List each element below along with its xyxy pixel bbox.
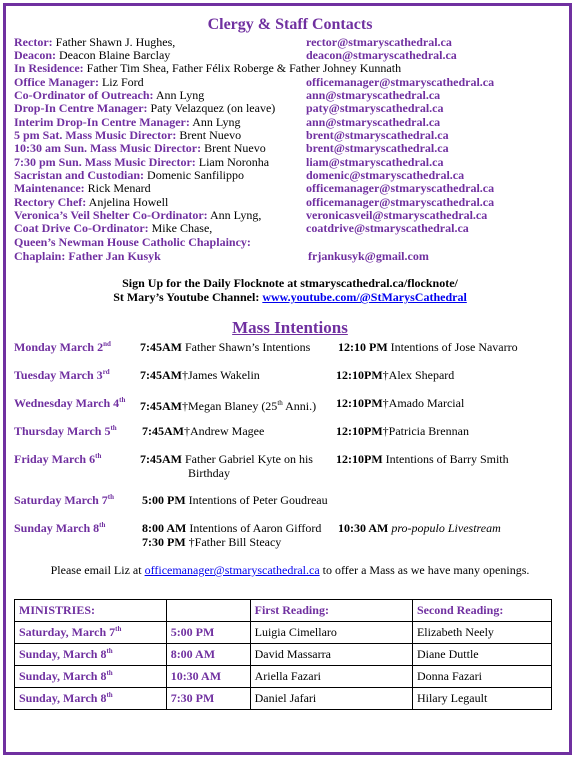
mass-time: 7:45AM [140,340,182,354]
ministry-day-label: Saturday, March 7 [19,625,116,639]
staff-row [14,182,151,195]
ministries-row [15,666,552,688]
mass-intention-1 [140,340,310,354]
second-reader: Hilary Legault [412,688,551,710]
mass-day-label: Tuesday March 3 [14,368,103,382]
mass-intention-text: †Andrew Magee [184,424,265,438]
mass-day [14,424,117,439]
second-reader: Diane Duttle [412,644,551,666]
staff-name: Rick Menard [84,181,151,195]
mass-intention-text: Father Shawn’s Intentions [182,340,311,354]
mass-day [14,521,105,536]
first-reader: David Massarra [250,644,412,666]
ordinal-suffix: th [115,625,122,633]
staff-row [14,62,401,75]
staff-email[interactable]: ann@stmaryscathedral.ca [306,88,441,102]
staff-role: 5 pm Sat. Mass Music Director: [14,128,177,142]
mass-day-suffix: th [99,521,106,529]
staff-role: Deacon: [14,48,56,62]
staff-name: Mike Chase, [148,221,213,235]
note-suffix: to offer a Mass as we have many openings. [319,563,530,577]
mass-time: 12:10PM [336,368,383,382]
ministry-day [15,622,167,644]
mass-intention-text: †James Wakelin [182,368,260,382]
ministry-day-label: Sunday, March 8 [19,669,107,683]
mass-day [14,493,114,508]
staff-role: Coat Drive Co-Ordinator: [14,221,149,235]
mass-offer-note [0,563,580,578]
mass-intention-text: Father Gabriel Kyte on his [182,452,313,466]
mass-day-label: Wednesday March 4 [14,396,120,410]
mass-intention-text: †Alex Shepard [382,368,455,382]
staff-email[interactable]: coatdrive@stmaryscathedral.ca [306,221,469,235]
ministries-header-cell: First Reading: [250,600,412,622]
staff-name: Liz Ford [98,75,144,89]
mass-intention-text: †Father Bill Steacy [185,535,282,549]
staff-row [14,222,212,235]
staff-name: Father Tim Shea, Father Félix Roberge & Father Johney Kunnath [83,61,402,75]
note-prefix: Please email Liz at [50,563,145,577]
mass-intention-2 [336,368,454,382]
mass-day-suffix: nd [103,340,111,348]
staff-email[interactable]: domenic@stmaryscathedral.ca [306,168,465,182]
youtube-channel-line [0,290,580,304]
mass-intention-1 [142,493,328,507]
staff-name: Paty Velazquez (on leave) [147,101,276,115]
first-reader: Luigia Cimellaro [250,622,412,644]
mass-day-label: Monday March 2 [14,340,104,354]
mass-intention-2 [336,452,509,466]
staff-role: Drop-In Centre Manager: [14,101,148,115]
mass-time: 12:10PM [336,396,383,410]
mass-intention-text: †Patricia Brennan [382,424,469,438]
mass-time: 7:45AM [140,452,182,466]
ordinal-suffix: th [277,399,283,407]
staff-email[interactable]: ann@stmaryscathedral.ca [306,115,441,129]
staff-name: Father Shawn J. Hughes, [52,35,176,49]
office-email-link[interactable]: officemanager@stmaryscathedral.ca [144,563,320,577]
mass-intention-continuation: Birthday [188,466,230,480]
mass-day-suffix: th [110,424,117,432]
staff-name: Liam Noronha [195,155,270,169]
staff-email[interactable]: frjankusyk@gmail.com [308,249,429,263]
mass-day-suffix: th [95,452,102,460]
mass-time: 8:00 AM [142,521,187,535]
mass-intention-text: pro-populo Livestream [388,521,501,535]
staff-email[interactable]: officemanager@stmaryscathedral.ca [306,195,495,209]
mass-day-suffix: rd [102,368,110,376]
mass-intention-1 [140,452,313,466]
staff-role: In Residence: [14,61,84,75]
ministry-time: 7:30 PM [166,688,250,710]
staff-name: Ann Lyng [153,88,205,102]
ministry-time: 8:00 AM [166,644,250,666]
ordinal-suffix: th [106,669,113,677]
staff-email[interactable]: officemanager@stmaryscathedral.ca [306,75,495,89]
staff-email[interactable]: rector@stmaryscathedral.ca [306,35,452,49]
staff-role: Queen’s Newman House Catholic Chaplaincy: [14,235,251,249]
mass-intention-2 [338,521,501,535]
mass-time: 7:45AM [142,424,184,438]
mass-intention-1 [142,424,264,438]
staff-row [14,236,251,249]
mass-day-suffix: th [119,396,126,404]
mass-intention-text: Intentions of Aaron Gifford [186,521,322,535]
mass-intention-text: Intentions of Jose Navarro [387,340,518,354]
staff-email[interactable]: veronicasveil@stmaryscathedral.ca [306,208,488,222]
mass-intention-2 [338,340,518,354]
staff-email[interactable]: brent@stmaryscathedral.ca [306,128,449,142]
mass-time: 12:10 PM [338,340,388,354]
mass-day-label: Saturday March 7 [14,493,108,507]
staff-email[interactable]: deacon@stmaryscathedral.ca [306,48,457,62]
ministries-row [15,644,552,666]
mass-day [14,368,110,383]
staff-role: Rectory Chef: [14,195,87,209]
youtube-link[interactable]: www.youtube.com/@StMarysCathedral [262,290,467,304]
staff-name: Brent Nuevo [176,128,242,142]
staff-row [14,142,266,155]
mass-time: 12:10PM [336,452,383,466]
mass-time: 7:45AM [140,368,182,382]
ministries-row [15,622,552,644]
staff-name: Deacon Blaine Barclay [56,48,171,62]
mass-intention-1 [140,396,316,413]
clergy-staff-title: Clergy & Staff Contacts [207,16,373,33]
ministry-day [15,644,167,666]
ministries-row [15,688,552,710]
mass-time: 7:45AM [140,399,182,413]
staff-email[interactable]: officemanager@stmaryscathedral.ca [306,181,495,195]
staff-name: Anjelina Howell [86,195,169,209]
staff-email[interactable]: paty@stmaryscathedral.ca [306,101,444,115]
ministry-day [15,688,167,710]
ministries-header-cell [166,600,250,622]
staff-name: Domenic Sanfilippo [144,168,245,182]
mass-time: 5:00 PM [142,493,186,507]
mass-intention-2 [336,424,469,438]
mass-day-label: Friday March 6 [14,452,96,466]
ministry-time: 5:00 PM [166,622,250,644]
mass-intention-1 [142,521,321,535]
staff-role: Interim Drop-In Centre Manager: [14,115,190,129]
mass-day [14,340,111,355]
first-reader: Daniel Jafari [250,688,412,710]
staff-role: Maintenance: [14,181,85,195]
second-reader: Donna Fazari [412,666,551,688]
mass-time: 12:10PM [336,424,383,438]
staff-role: Sacristan and Custodian: [14,168,145,182]
staff-name: Ann Lyng [189,115,241,129]
staff-role: 10:30 am Sun. Mass Music Director: [14,141,202,155]
ordinal-suffix: th [106,691,113,699]
ministries-table [14,599,552,710]
mass-intention-1 [140,368,260,382]
mass-intentions-title: Mass Intentions [232,318,348,337]
flocknote-signup: Sign Up for the Daily Flocknote at stmaryscathedral.ca/flocknote/ [122,276,458,290]
staff-role: Co-Ordinator of Outreach: [14,88,154,102]
mass-intention-text: †Megan Blaney (25 [182,399,278,413]
second-reader: Elizabeth Neely [412,622,551,644]
mass-day-label: Sunday March 8 [14,521,100,535]
mass-day [14,396,125,411]
mass-time: 7:30 PM [142,535,186,549]
staff-role: Chaplain: Father Jan Kusyk [14,249,161,263]
ministry-time: 10:30 AM [166,666,250,688]
mass-day [14,452,101,467]
staff-name: Ann Lyng, [207,208,262,222]
staff-row [14,250,161,263]
ministries-header-cell: Second Reading: [412,600,551,622]
ministry-day-label: Sunday, March 8 [19,647,107,661]
mass-intention-3 [142,535,281,549]
ministries-header-row [15,600,552,622]
staff-email[interactable]: liam@stmaryscathedral.ca [306,155,444,169]
ministry-day-label: Sunday, March 8 [19,691,107,705]
staff-row [14,102,275,115]
mass-intention-text: Intentions of Peter Goudreau [185,493,328,507]
ministry-day [15,666,167,688]
ministries-header-cell: MINISTRIES: [15,600,167,622]
mass-intention-text: †Amado Marcial [382,396,465,410]
mass-day-label: Thursday March 5 [14,424,111,438]
staff-email[interactable]: brent@stmaryscathedral.ca [306,141,449,155]
first-reader: Ariella Fazari [250,666,412,688]
mass-intention-tail: Anni.) [282,399,317,413]
mass-day-suffix: th [107,493,115,501]
ordinal-suffix: th [106,647,113,655]
staff-name: Brent Nuevo [201,141,266,155]
mass-time: 10:30 AM [338,521,389,535]
mass-intention-2 [336,396,464,410]
staff-role: Veronica’s Veil Shelter Co-Ordinator: [14,208,208,222]
staff-role: Rector: [14,35,53,49]
staff-role: Office Manager: [14,75,99,89]
mass-intention-text: Intentions of Barry Smith [382,452,509,466]
staff-role: 7:30 pm Sun. Mass Music Director: [14,155,196,169]
youtube-label: St Mary’s Youtube Channel: [113,290,263,304]
